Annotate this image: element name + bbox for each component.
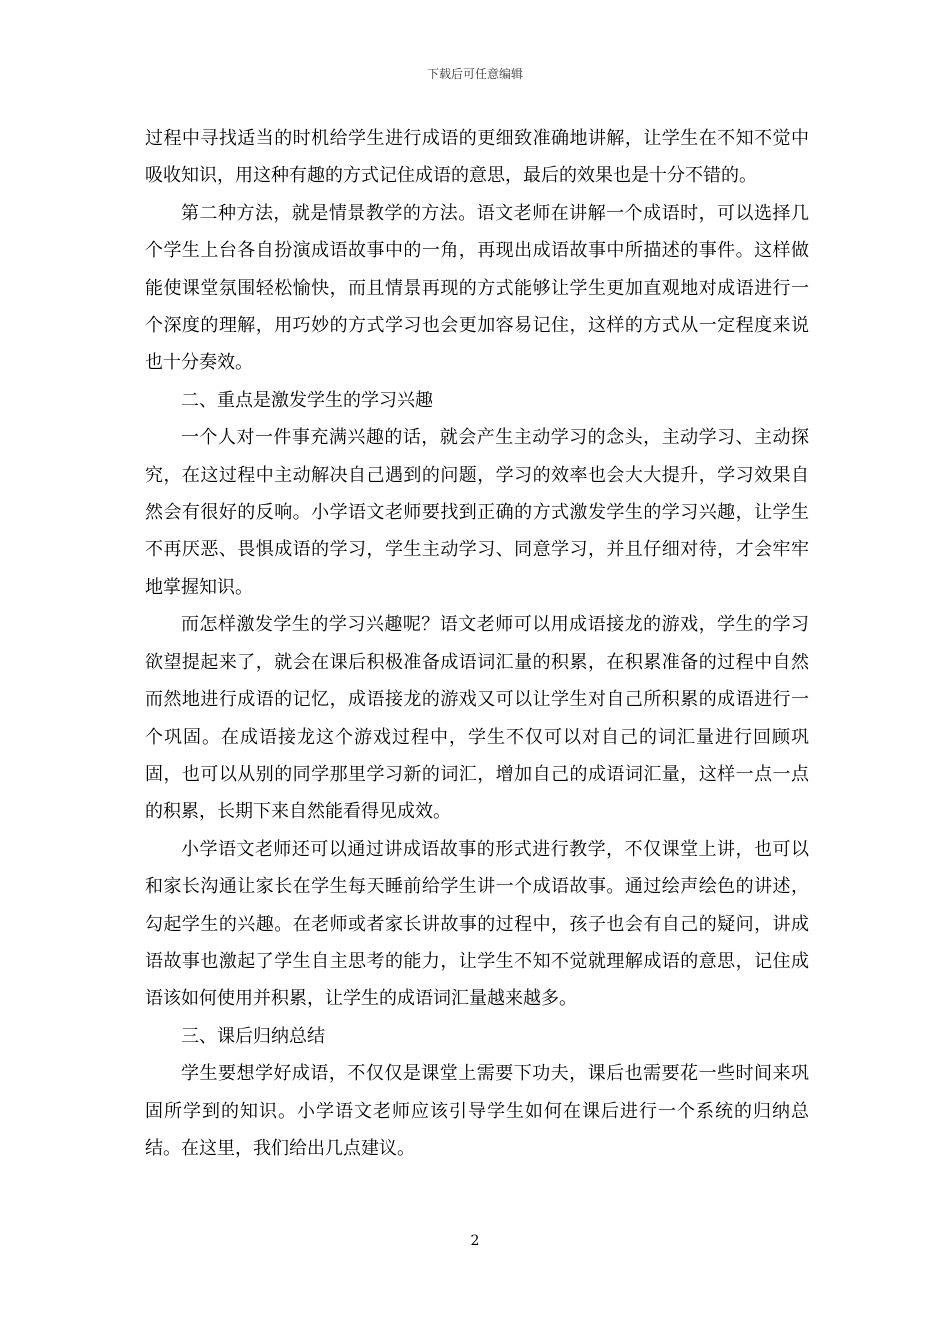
paragraph-method-two: 第二种方法，就是情景教学的方法。语文老师在讲解一个成语时，可以选择几个学生上台各自扮演成语故事中的一角，再现出成语故事中所描述的事件。这样做能使课堂氛围轻松愉快，而且情景再现的方式能够让学生更加直观地对成语进行一个深度的理解，用巧妙的方式学习也会更加容易记住，这样的方式从一定程度来说也十分奏效。 — [145, 202, 809, 374]
paragraph-interest: 一个人对一件事充满兴趣的话，就会产生主动学习的念头，主动学习、主动探究，在这过程中主动解决自己遇到的问题，学习的效率也会大大提升，学习效果自然会有很好的反响。小学语文老师要找到正确的方式激发学生的学习兴趣，让学生不再厌恶、畏惧成语的学习，学生主动学习、同意学习，并且仔细对待，才会牢牢地掌握知识。 — [145, 427, 809, 598]
page-header: 下载后可任意编辑 — [426, 67, 523, 81]
section-heading-summary: 三、课后归纳总结 — [181, 1025, 325, 1047]
paragraph-idiom-stories: 小学语文老师还可以通过讲成语故事的形式进行教学，不仅课堂上讲，也可以和家长沟通让家长在学生每天睡前给学生讲一个成语故事。通过绘声绘色的讲述，勾起学生的兴趣。在老师或者家长讲故事的过程中，孩子也会有自己的疑问，讲成语故事也激起了学生自主思考的能力，让学生不知不觉就理解成语的意思，记住成语该如何使用并积累，让学生的成语词汇量越来越多。 — [145, 838, 809, 1010]
paragraph-continuation: 过程中寻找适当的时机给学生进行成语的更细致准确地讲解，让学生在不知不觉中吸收知识，用这种有趣的方式记住成语的意思，最后的效果也是十分不错的。 — [145, 128, 809, 187]
paragraph-idiom-chain: 而怎样激发学生的学习兴趣呢？语文老师可以用成语接龙的游戏，学生的学习欲望提起来了，就会在课后积极准备成语词汇量的积累，在积累准备的过程中自然而然地进行成语的记忆，成语接龙的游戏又可以让学生对自己所积累的成语进行一个巩固。在成语接龙这个游戏过程中，学生不仅可以对自己的词汇量进行回顾巩固，也可以从别的同学那里学习新的词汇，增加自己的成语词汇量，这样一点一点的积累，长期下来自然能看得见成效。 — [145, 614, 809, 823]
page-number: 2 — [470, 1233, 480, 1249]
section-heading-interest: 二、重点是激发学生的学习兴趣 — [181, 389, 433, 411]
document-body — [145, 120, 809, 1167]
paragraph-summary: 学生要想学好成语，不仅仅是课堂上需要下功夫，课后也需要花一些时间来巩固所学到的知识。小学语文老师应该引导学生如何在课后进行一个系统的归纳总结。在这里，我们给出几点建议。 — [145, 1063, 809, 1159]
